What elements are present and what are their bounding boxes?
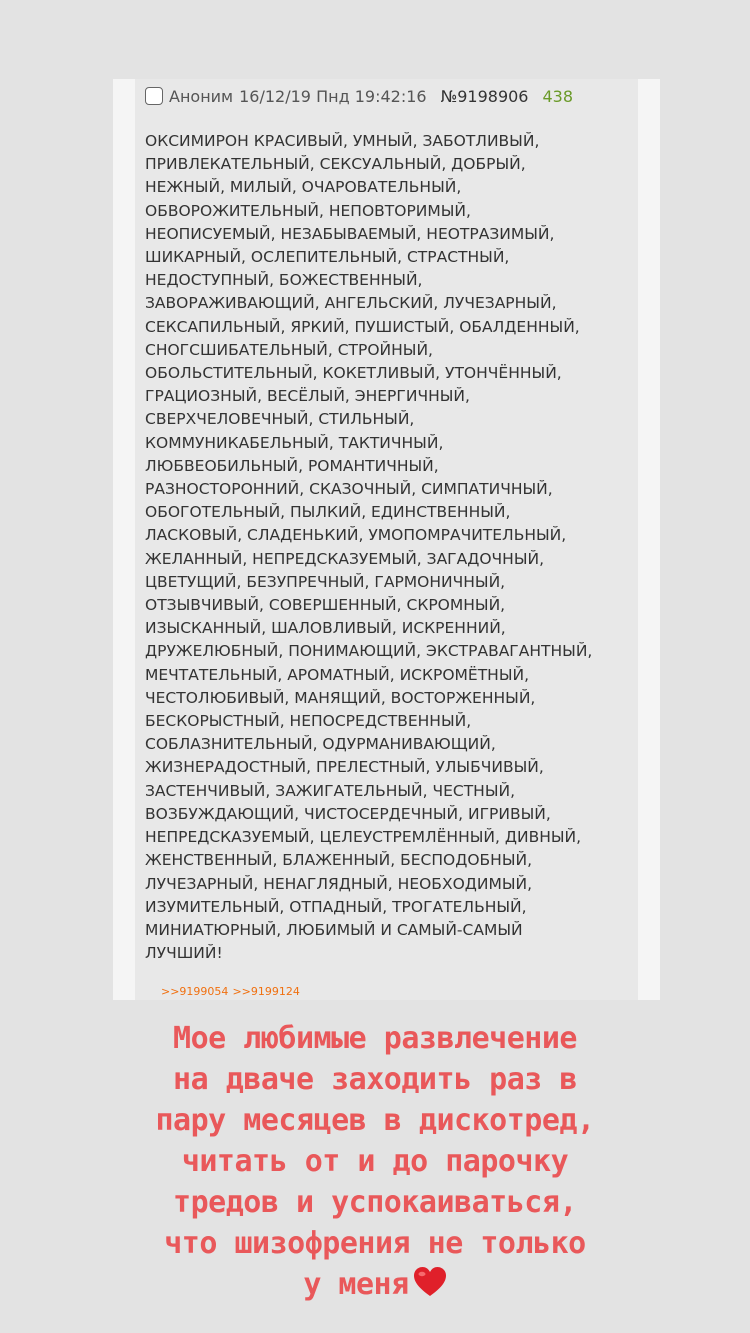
caption-line	[0, 1223, 750, 1264]
post-replies	[161, 985, 304, 998]
post-body-line: ЛЮБВЕОБИЛЬНЫЙ, РОМАНТИЧНЫЙ,	[145, 456, 439, 475]
post-body-line: НЕПРЕДСКАЗУЕМЫЙ, ЦЕЛЕУСТРЕМЛЁННЫЙ, ДИВНЫЙ,	[145, 828, 582, 847]
post-body-line: ОКСИМИРОН КРАСИВЫЙ, УМНЫЙ, ЗАБОТЛИВЫЙ,	[145, 132, 540, 150]
post-body-line: ГРАЦИОЗНЫЙ, ВЕСЁЛЫЙ, ЭНЕРГИЧНЫЙ,	[145, 387, 470, 406]
caption-line	[0, 1018, 750, 1059]
caption-line-text: пару месяцев в дискотред,	[155, 1103, 595, 1138]
post-card	[113, 79, 660, 1000]
post-body-line: ЖЕЛАННЫЙ, НЕПРЕДСКАЗУЕМЫЙ, ЗАГАДОЧНЫЙ,	[145, 549, 545, 568]
post-body-line: ШИКАРНЫЙ, ОСЛЕПИТЕЛЬНЫЙ, СТРАСТНЫЙ,	[145, 248, 510, 267]
post-body-line: ИЗЫСКАННЫЙ, ШАЛОВЛИВЫЙ, ИСКРЕННИЙ,	[145, 619, 506, 638]
post-body-line: МИНИАТЮРНЫЙ, ЛЮБИМЫЙ И САМЫЙ-САМЫЙ	[145, 920, 523, 939]
post-body-line: ВОЗБУЖДАЮЩИЙ, ЧИСТОСЕРДЕЧНЫЙ, ИГРИВЫЙ,	[145, 804, 551, 823]
post-body-line: ЛУЧШИЙ!	[145, 944, 223, 963]
caption-line-text: тредов и успокаиваться,	[173, 1185, 577, 1220]
post-body-line: ПРИВЛЕКАТЕЛЬНЫЙ, СЕКСУАЛЬНЫЙ, ДОБРЫЙ,	[145, 155, 526, 174]
caption-line-text: что шизофрения не только	[164, 1226, 586, 1261]
post-body-line: БЕСКОРЫСТНЫЙ, НЕПОСРЕДСТВЕННЫЙ,	[145, 712, 472, 731]
post-body-line: ОБВОРОЖИТЕЛЬНЫЙ, НЕПОВТОРИМЫЙ,	[145, 201, 471, 220]
post-body-line: ЦВЕТУЩИЙ, БЕЗУПРЕЧНЫЙ, ГАРМОНИЧНЫЙ,	[145, 572, 506, 591]
caption-line	[0, 1182, 750, 1223]
post-body-line: ДРУЖЕЛЮБНЫЙ, ПОНИМАЮЩИЙ, ЭКСТРАВАГАНТНЫЙ,	[145, 642, 593, 661]
caption-line	[0, 1141, 750, 1182]
story-caption	[0, 1018, 750, 1309]
post-select-checkbox[interactable]	[145, 87, 163, 105]
caption-line	[0, 1100, 750, 1141]
post-body-line: ЧЕСТОЛЮБИВЫЙ, МАНЯЩИЙ, ВОСТОРЖЕННЫЙ,	[145, 688, 536, 707]
post-body-line: ЛАСКОВЫЙ, СЛАДЕНЬКИЙ, УМОПОМРАЧИТЕЛЬНЫЙ,	[145, 526, 567, 545]
post-body-line: СЕКСАПИЛЬНЫЙ, ЯРКИЙ, ПУШИСТЫЙ, ОБАЛДЕННЫЙ,	[145, 317, 580, 336]
post-body-line: СНОГСШИБАТЕЛЬНЫЙ, СТРОЙНЫЙ,	[145, 340, 433, 359]
post-body-line: ОБОГОТЕЛЬНЫЙ, ПЫЛКИЙ, ЕДИНСТВЕННЫЙ,	[145, 503, 511, 522]
post-number-link[interactable]: №9198906	[440, 86, 529, 106]
post-body-line: РАЗНОСТОРОННИЙ, СКАЗОЧНЫЙ, СИМПАТИЧНЫЙ,	[145, 480, 553, 499]
post-body	[145, 130, 645, 965]
post-header	[145, 83, 573, 109]
post-body-line: СВЕРХЧЕЛОВЕЧНЫЙ, СТИЛЬНЫЙ,	[145, 410, 415, 429]
post-body-line: ЗАВОРАЖИВАЮЩИЙ, АНГЕЛЬСКИЙ, ЛУЧЕЗАРНЫЙ,	[145, 294, 557, 313]
caption-line-text: Мое любимые развлечение	[173, 1021, 577, 1056]
caption-line-text: на дваче заходить раз в	[173, 1062, 577, 1097]
post-body-line: ОТЗЫВЧИВЫЙ, СОВЕРШЕННЫЙ, СКРОМНЫЙ,	[145, 596, 506, 615]
caption-line-text: читать от и до парочку	[181, 1144, 569, 1179]
heart-icon	[413, 1266, 447, 1309]
post-body-line: ЗАСТЕНЧИВЫЙ, ЗАЖИГАТЕЛЬНЫЙ, ЧЕСТНЫЙ,	[145, 781, 516, 800]
post-body-line: НЕОПИСУЕМЫЙ, НЕЗАБЫВАЕМЫЙ, НЕОТРАЗИМЫЙ,	[145, 224, 555, 243]
poster-name: Аноним	[169, 86, 234, 106]
post-body-line: ОБОЛЬСТИТЕЛЬНЫЙ, КОКЕТЛИВЫЙ, УТОНЧЁННЫЙ,	[145, 364, 562, 383]
reply-count: 438	[542, 86, 574, 106]
post-left-stripe	[113, 79, 135, 1000]
post-body-line: КОММУНИКАБЕЛЬНЫЙ, ТАКТИЧНЫЙ,	[145, 433, 444, 452]
post-date: 16/12/19 Пнд 19:42:16	[239, 86, 427, 106]
caption-line	[0, 1264, 750, 1309]
post-body-line: ИЗУМИТЕЛЬНЫЙ, ОТПАДНЫЙ, ТРОГАТЕЛЬНЫЙ,	[145, 897, 527, 916]
reply-link[interactable]: >>9199054	[161, 985, 229, 998]
post-body-line: СОБЛАЗНИТЕЛЬНЫЙ, ОДУРМАНИВАЮЩИЙ,	[145, 735, 496, 754]
post-body-line: ЛУЧЕЗАРНЫЙ, НЕНАГЛЯДНЫЙ, НЕОБХОДИМЫЙ,	[145, 874, 533, 893]
caption-line-text: у меня	[303, 1267, 409, 1302]
caption-line	[0, 1059, 750, 1100]
post-body-line: НЕЖНЫЙ, МИЛЫЙ, ОЧАРОВАТЕЛЬНЫЙ,	[145, 178, 462, 197]
post-body-line: НЕДОСТУПНЫЙ, БОЖЕСТВЕННЫЙ,	[145, 271, 423, 290]
reply-link[interactable]: >>9199124	[232, 985, 300, 998]
post-body-line: ЖИЗНЕРАДОСТНЫЙ, ПРЕЛЕСТНЫЙ, УЛЫБЧИВЫЙ,	[145, 758, 544, 777]
post-body-line: ЖЕНСТВЕННЫЙ, БЛАЖЕННЫЙ, БЕСПОДОБНЫЙ,	[145, 851, 533, 870]
post-body-line: МЕЧТАТЕЛЬНЫЙ, АРОМАТНЫЙ, ИСКРОМЁТНЫЙ,	[145, 665, 530, 684]
